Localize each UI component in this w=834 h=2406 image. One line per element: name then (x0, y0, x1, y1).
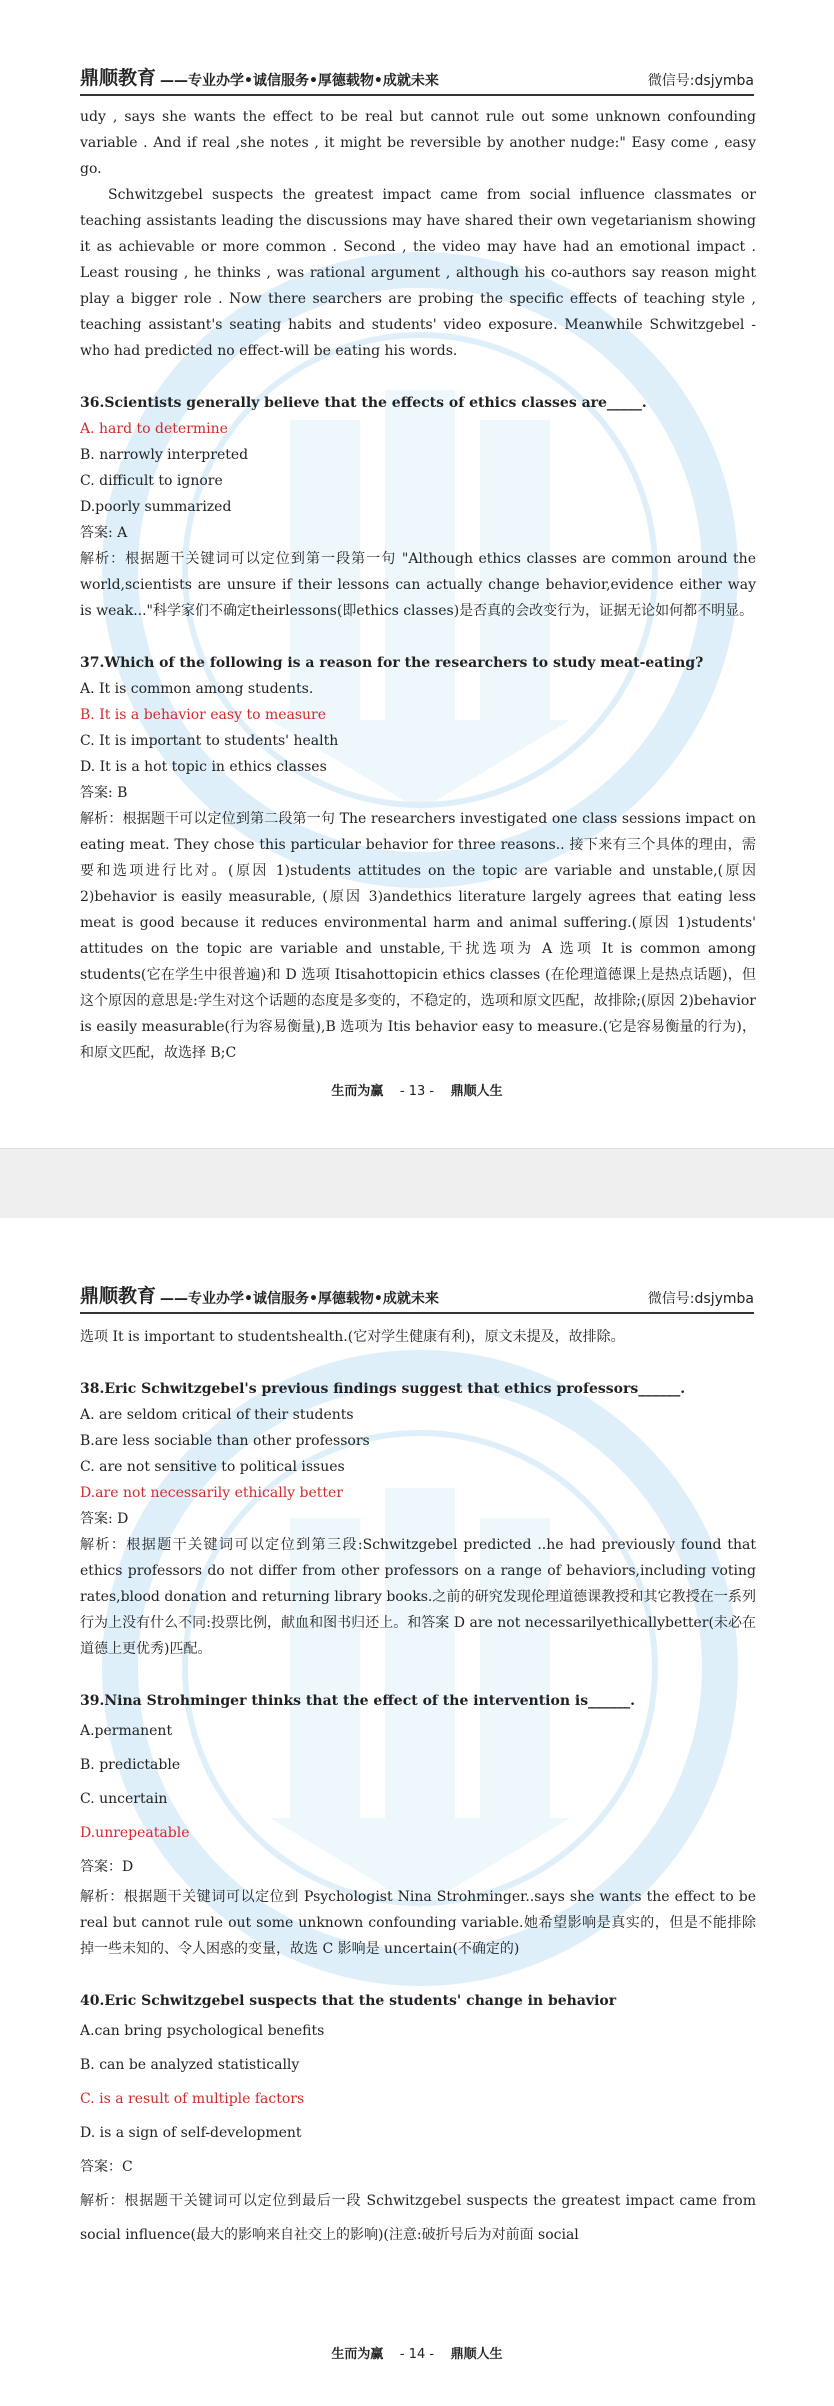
explanation: 解析：根据题干关键词可以定位到第三段:Schwitzgebel predicted ..he had previously found that ethics professors do not differ from other professors on a range of behaviors,including voting rates,blood donation and returning library books.之前的研究发现伦理道德课教授和其它教授在一系列行为上没有什么不同:投票比例，献血和图书归还上。和答案 D are not necessarilyethicallybetter(未必在道德上更优秀)匹配。 (80, 1537, 756, 1657)
page-number: - 14 - (399, 2347, 435, 2362)
brand-slogan: ——专业办学•诚信服务•厚德载物•成就未来 (160, 1291, 439, 1307)
page-13 (0, 0, 834, 1148)
option-b: B.are less sociable than other professors (80, 1433, 370, 1449)
option-d: D.unrepeatable (80, 1825, 190, 1841)
option-c: C. is a result of multiple factors (80, 2091, 305, 2107)
page-gap (0, 1148, 834, 1220)
page-content (80, 104, 756, 1066)
option-a: A.can bring psychological benefits (80, 2023, 325, 2039)
answer: 答案: D (80, 1511, 129, 1527)
option-a: A.permanent (80, 1723, 173, 1739)
footer-left: 生而为赢 (331, 2347, 384, 2362)
page-footer (0, 1080, 834, 1099)
explanation: 解析：根据题干关键词可以定位到第一段第一句 "Although ethics classes are common around the world,scientists are unsure if their lessons can actually change behavior,evidence either way is weak..."科学家们不确定theirlessons(即ethics classes)是否真的会改变行为，证据无论如何都不明显。 (80, 551, 756, 619)
wechat-id: 微信号:dsjymba (647, 73, 754, 89)
question-38: 38.Eric Schwitzgebel's previous findings suggest that ethics professors______. (80, 1381, 686, 1397)
page-number: - 13 - (399, 1084, 435, 1099)
option-d: D. It is a hot topic in ethics classes (80, 759, 327, 775)
explanation: 解析：根据题干关键词可以定位到最后一段 Schwitzgebel suspects the greatest impact came from social influence(最大的影响来自社交上的影响)(注意:破折号后为对前面 social (80, 2193, 756, 2243)
question-40: 40.Eric Schwitzgebel suspects that the students' change in behavior (80, 1993, 617, 2009)
answer: 答案: A (80, 525, 128, 541)
answer: 答案：C (80, 2159, 133, 2175)
option-c: C. uncertain (80, 1791, 168, 1807)
question-36: 36.Scientists generally believe that the effects of ethics classes are_____. (80, 395, 647, 411)
explanation-continued: 选项 It is important to studentshealth.(它对学生健康有利)，原文未提及，故排除。 (80, 1329, 625, 1345)
answer: 答案: B (80, 785, 128, 801)
option-b: B. narrowly interpreted (80, 447, 249, 463)
page-header (80, 62, 754, 96)
option-d: D. is a sign of self-development (80, 2125, 302, 2141)
brand-slogan: ——专业办学•诚信服务•厚德载物•成就未来 (160, 73, 439, 89)
option-c: C. difficult to ignore (80, 473, 223, 489)
footer-right: 鼎顺人生 (450, 2347, 503, 2362)
option-a: A. are seldom critical of their students (80, 1407, 354, 1423)
passage-paragraph: Schwitzgebel suspects the greatest impact came from social influence classmates or teaching assistants leading the discussions may have shared their own vegetarianism showing it as achievable or more common . Second , the video may have had an emotional impact . Least rousing , he thinks , was rational argument , although his co-authors say reason might play a bigger role . Now there searchers are probing the specific effects of teaching style , teaching assistant's seating habits and students' video exposure. Meanwhile Schwitzgebel - who had predicted no effect-will be eating his words. (80, 187, 756, 359)
page-footer (0, 2343, 834, 2362)
page-header (80, 1280, 754, 1314)
wechat-id: 微信号:dsjymba (647, 1291, 754, 1307)
brand-name: 鼎顺教育 (80, 67, 157, 89)
explanation: 解析：根据题干可以定位到第二段第一句 The researchers investigated one class sessions impact on eating meat. They chose this particular behavior for three reasons.. 接下来有三个具体的理由，需要和选项进行比对。(原因 1)students attitudes on the topic are variable and unstable,(原因 2)behavior is easily measurable, (原因 3)andethics literature largely agrees that eating less meat is good because it reduces environmental harm and animal suffering.(原因 1)students' attitudes on the topic are variable and unstable,干扰选项为 A 选项 It is common among students(它在学生中很普遍)和 D 选项 Itisahottopicin ethics classes (在伦理道德课上是热点话题)，但这个原因的意思是:学生对这个话题的态度是多变的，不稳定的，选项和原文匹配，故排除;(原因 2)behavior is easily measurable(行为容易衡量),B 选项为 Itis behavior easy to measure.(它是容易衡量的行为)，和原文匹配，故选择 B;C (80, 811, 756, 1061)
option-a: A. hard to determine (80, 421, 228, 437)
option-c: C. It is important to students' health (80, 733, 339, 749)
option-d: D.are not necessarily ethically better (80, 1485, 344, 1501)
option-b: B. predictable (80, 1757, 181, 1773)
page-14 (0, 1218, 834, 2406)
option-b: B. It is a behavior easy to measure (80, 707, 327, 723)
answer: 答案：D (80, 1859, 134, 1875)
question-37: 37.Which of the following is a reason for the researchers to study meat-eating? (80, 655, 704, 671)
explanation: 解析：根据题干关键词可以定位到 Psychologist Nina Strohminger..says she wants the effect to be real but cannot rule out some unknown confounding variable.她希望影响是真实的，但是不能排除掉一些未知的、令人困惑的变量，故选 C 影响是 uncertain(不确定的) (80, 1889, 756, 1957)
passage-paragraph: udy , says she wants the effect to be real but cannot rule out some unknown confounding variable . And if real ,she notes , it might be reversible by another nudge:" Easy come , easy go. (80, 109, 756, 177)
footer-right: 鼎顺人生 (450, 1084, 503, 1099)
option-d: D.poorly summarized (80, 499, 232, 515)
option-c: C. are not sensitive to political issues (80, 1459, 345, 1475)
option-a: A. It is common among students. (80, 681, 314, 697)
page-content (80, 1324, 756, 2252)
question-39: 39.Nina Strohminger thinks that the effect of the intervention is______. (80, 1693, 635, 1709)
brand-name: 鼎顺教育 (80, 1285, 157, 1307)
option-b: B. can be analyzed statistically (80, 2057, 300, 2073)
footer-left: 生而为赢 (331, 1084, 384, 1099)
